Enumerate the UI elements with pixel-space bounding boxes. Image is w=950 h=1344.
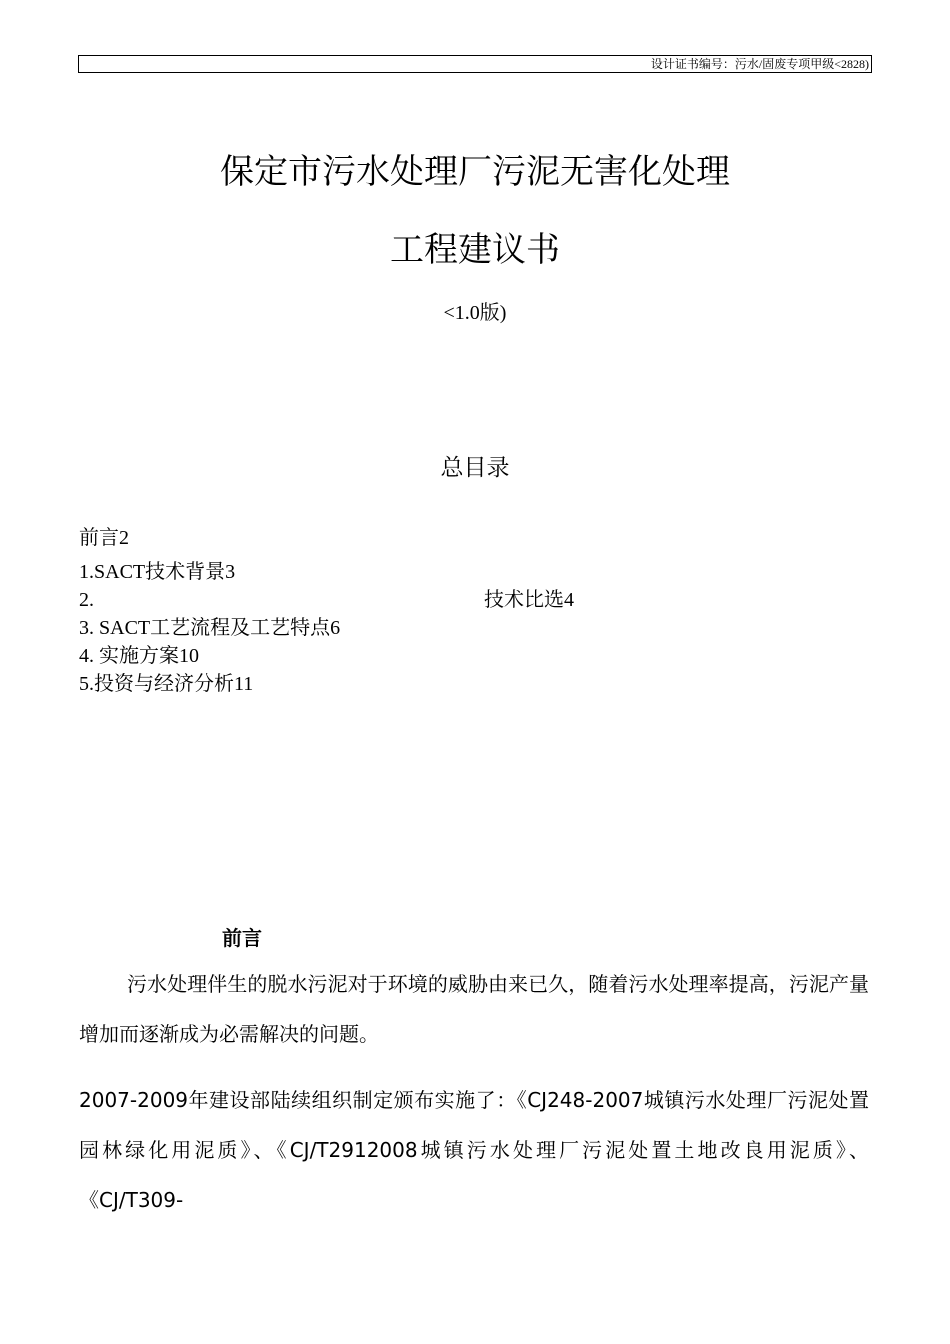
toc-item-3: 3. SACT工艺流程及工艺特点6 (79, 617, 341, 639)
preface-heading: 前言 (222, 926, 262, 950)
document-title-line-1: 保定市污水处理厂污泥无害化处理 (220, 152, 730, 192)
certificate-number: 设计证书编号：污水/固废专项甲级<2828) (650, 57, 869, 71)
toc-item-1: 1.SACT技术背景3 (79, 561, 236, 583)
toc-item-5: 5.投资与经济分析11 (79, 673, 254, 695)
certificate-header (78, 55, 872, 73)
toc-item-preface: 前言2 (79, 527, 129, 549)
document-title-line-2: 工程建议书 (390, 230, 560, 270)
toc-heading: 总目录 (440, 455, 510, 481)
toc-item-2: 2. (79, 589, 94, 611)
document-version: <1.0版) (443, 302, 507, 324)
toc-item-2-title: 技术比选4 (484, 589, 574, 611)
preface-paragraph-2: 2007-2009年建设部陆续组织制定颁布实施了：《CJ248-2007城镇污水处理厂污泥处置园林绿化用泥质》、《CJ/T2912008城镇污水处理厂污泥处置土地改良用泥质》、《CJ/T309- (79, 1088, 869, 1212)
preface-paragraph-1: 污水处理伴生的脱水污泥对于环境的威胁由来已久，随着污水处理率提高，污泥产量增加而逐渐成为必需解决的问题。 (79, 972, 869, 1046)
toc-item-4: 4. 实施方案10 (79, 645, 199, 667)
